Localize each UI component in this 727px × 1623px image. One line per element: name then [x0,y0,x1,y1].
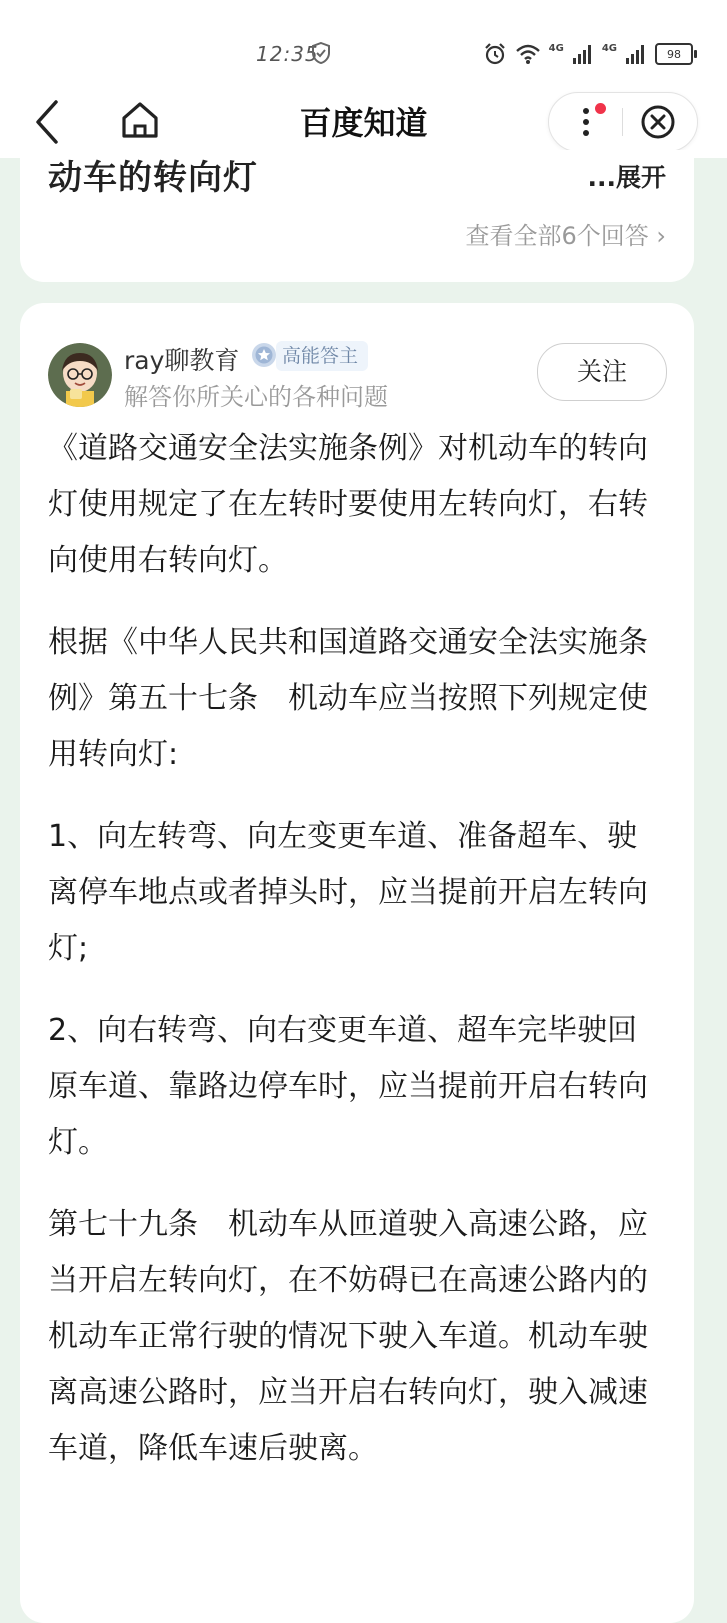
close-circle-icon[interactable] [639,103,677,141]
answer-card [20,303,694,1623]
expand-button[interactable]: ...展开 [587,163,666,192]
avatar[interactable] [48,343,112,407]
mini-program-capsule [548,92,698,152]
signal-icon [625,44,647,64]
status-bar [0,0,727,90]
question-card [20,150,694,282]
alarm-icon [483,42,507,66]
author-badge: 高能答主 [276,341,368,371]
medal-icon [250,341,278,369]
answer-paragraph: 2、向右转弯、向右变更车道、超车完毕驶回原车道、靠路边停车时，应当提前开启右转向灯。 [48,1013,648,1160]
battery-icon [655,43,693,65]
author-name[interactable]: ray聊教育 [124,346,240,375]
answer-paragraph: 根据《中华人民共和国道路交通安全法实施条例》第五十七条 机动车应当按照下列规定使用转向灯: [48,625,648,772]
status-icons [483,40,693,68]
author-description: 解答你所关心的各种问题 [124,383,388,411]
shield-icon [311,42,331,64]
question-title: 动车的转向灯 [48,158,258,198]
battery-level: 98 [667,47,681,61]
notification-dot [595,103,606,114]
page-title: 百度知道 [299,104,428,142]
answer-body [48,421,658,1503]
answer-paragraph: 第七十九条 机动车从匝道驶入高速公路，应当开启左转向灯，在不妨碍已在高速公路内的机动车正常行驶的情况下驶入车道。机动车驶离高速公路时，应当开启右转向灯，驶入减速车道，降低车速后驶离。 [48,1207,648,1466]
network-type-2: 4G [601,42,617,54]
top-nav [0,90,727,158]
status-time: 12:35 [256,42,319,66]
view-all-answers-link[interactable]: 查看全部6个回答 › [465,222,666,250]
signal-icon [572,44,594,64]
answer-paragraph: 《道路交通安全法实施条例》对机动车的转向灯使用规定了在左转时要使用左转向灯，右转向使用右转向灯。 [48,431,648,578]
network-type-1: 4G [548,42,564,54]
wifi-icon [515,43,541,65]
follow-button[interactable]: 关注 [537,343,667,401]
answer-paragraph: 1、向左转弯、向左变更车道、准备超车、驶离停车地点或者掉头时，应当提前开启左转向灯; [48,819,648,966]
capsule-divider [622,108,623,136]
